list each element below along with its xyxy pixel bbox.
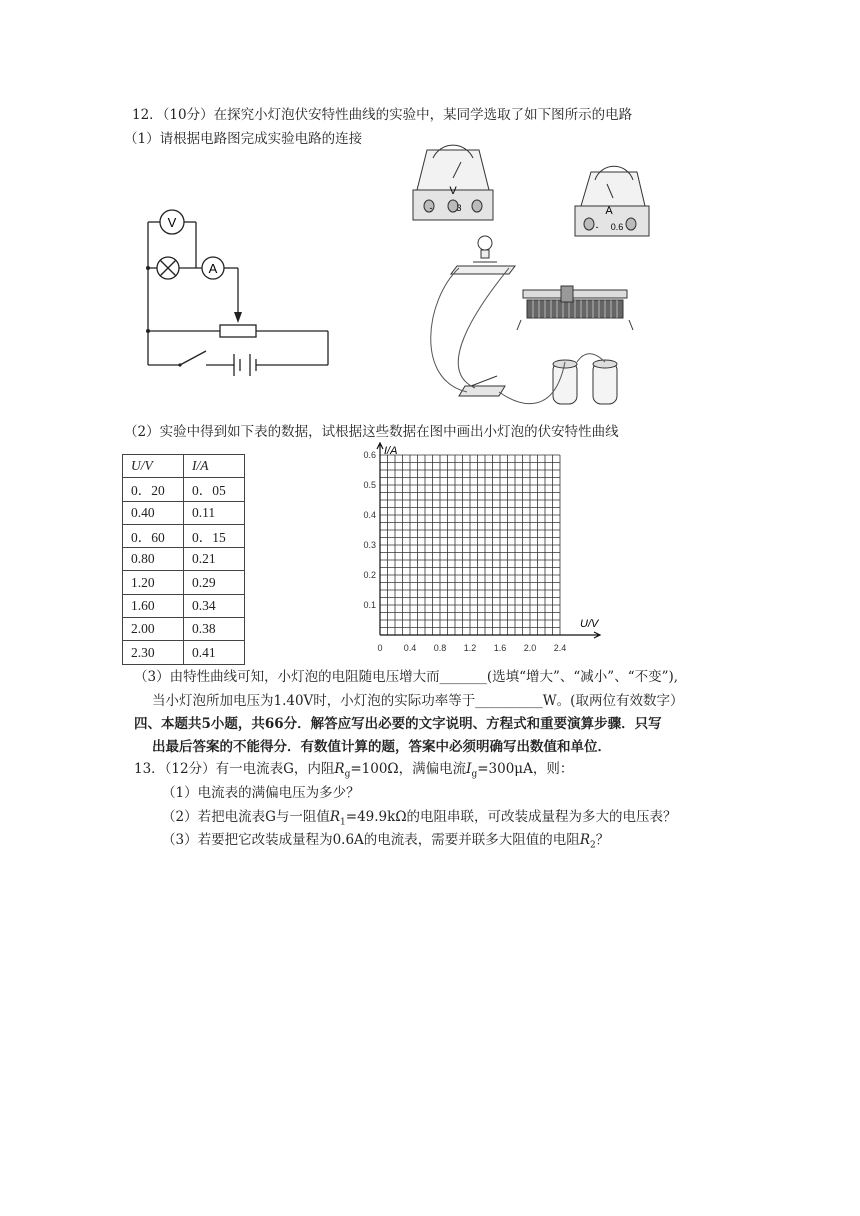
y-tick-label: 0.1 (363, 600, 376, 610)
q13-stem: 13．（12分）有一电流表G，内阻$R_g=100\Omega$，满偏电流$I_g=300\mu A$，则： (134, 761, 574, 780)
x-tick-label: 1.2 (463, 643, 477, 653)
y-tick-label: 0.6 (363, 450, 376, 460)
voltmeter-terminal-3: 3 (456, 203, 462, 213)
data-table (122, 454, 245, 665)
table-row: 0．60 0．15 (123, 524, 245, 547)
x-tick-label: 0.4 (403, 643, 417, 653)
table-header-u: U/V (123, 455, 184, 478)
ammeter-terminal-neg: - (595, 222, 599, 232)
q13-q1: （1）电流表的满偏电压为多少？ (162, 785, 360, 801)
q12-part1: （1）请根据电路图完成实验电路的连接 (124, 131, 363, 147)
section4-line1: 四、本题共5小题，共66分．解答应写出必要的文字说明、方程式和重要演算步骤．只写 (134, 716, 662, 732)
q12-title: 12．（10分）在探究小灯泡伏安特性曲线的实验中，某同学选取了如下图所示的电路 (132, 107, 633, 123)
table-header-row (123, 455, 245, 478)
q12-part2: （2）实验中得到如下表的数据，试根据这些数据在图中画出小灯泡的伏安特性曲线 (124, 424, 619, 440)
x-tick-label: 2.4 (553, 643, 567, 653)
ammeter-device-letter: A (605, 205, 613, 217)
y-axis (377, 443, 383, 635)
rheostat-device (517, 286, 633, 330)
iu-grid-chart (350, 440, 620, 665)
x-tick-label: 1.6 (493, 643, 507, 653)
y-axis-label: I/A (384, 445, 398, 457)
section4-line2: 出最后答案的不能得分．有数值计算的题，答案中必须明确写出数值和单位． (152, 739, 611, 755)
tick-labels (363, 450, 566, 653)
table-row: 1.20 0.29 (123, 571, 245, 594)
x-tick-label: 0 (377, 643, 383, 653)
batteries (553, 360, 617, 404)
apparatus-illustration (405, 140, 665, 410)
voltmeter-label: V (167, 215, 177, 230)
q12-part3-line1: （3）由特性曲线可知，小灯泡的电阻随电压增大而_______(选填“增大”、“减小”、“不变”), (134, 669, 679, 685)
q12-part3-line2: 当小灯泡所加电压为1.40V时，小灯泡的实际功率等于__________W。(取两位有效数字） (152, 693, 684, 709)
x-axis-label: U/V (580, 618, 599, 630)
table-row: 0.40 0.11 (123, 501, 245, 524)
axes (377, 443, 600, 638)
connection-wires (431, 268, 605, 404)
switch-device (459, 376, 505, 396)
table-header-i: I/A (184, 455, 245, 478)
voltmeter-terminal-neg: - (429, 203, 433, 213)
ammeter-label: A (208, 261, 218, 276)
x-tick-label: 2.0 (523, 643, 537, 653)
y-tick-label: 0.4 (363, 510, 376, 520)
grid-lines (380, 455, 560, 635)
table-row: 1.60 0.34 (123, 594, 245, 617)
x-axis (380, 632, 600, 638)
voltmeter-device-letter: V (449, 185, 457, 197)
lamp-board (451, 236, 515, 274)
table-row: 2.30 0.41 (123, 641, 245, 664)
ammeter-terminal-06: 0.6 (610, 222, 624, 232)
table-row: 2.00 0.38 (123, 618, 245, 641)
voltmeter-device (413, 145, 493, 220)
q13-q3: （3）若要把它改装成量程为0.6A的电流表，需要并联多大阻值的电阻$R_2$？ (162, 832, 610, 851)
circuit-diagram (140, 200, 340, 380)
x-tick-label: 0.8 (433, 643, 447, 653)
y-tick-label: 0.5 (363, 480, 376, 490)
y-tick-label: 0.3 (363, 540, 376, 550)
q13-q2: （2）若把电流表G与一阻值$R_1=49.9k\Omega$的电阻串联，可改装成量程为多大的电压表？ (162, 809, 677, 828)
table-row: 0.80 0.21 (123, 548, 245, 571)
y-tick-label: 0.2 (363, 570, 376, 580)
table-row: 0．20 0．05 (123, 478, 245, 501)
